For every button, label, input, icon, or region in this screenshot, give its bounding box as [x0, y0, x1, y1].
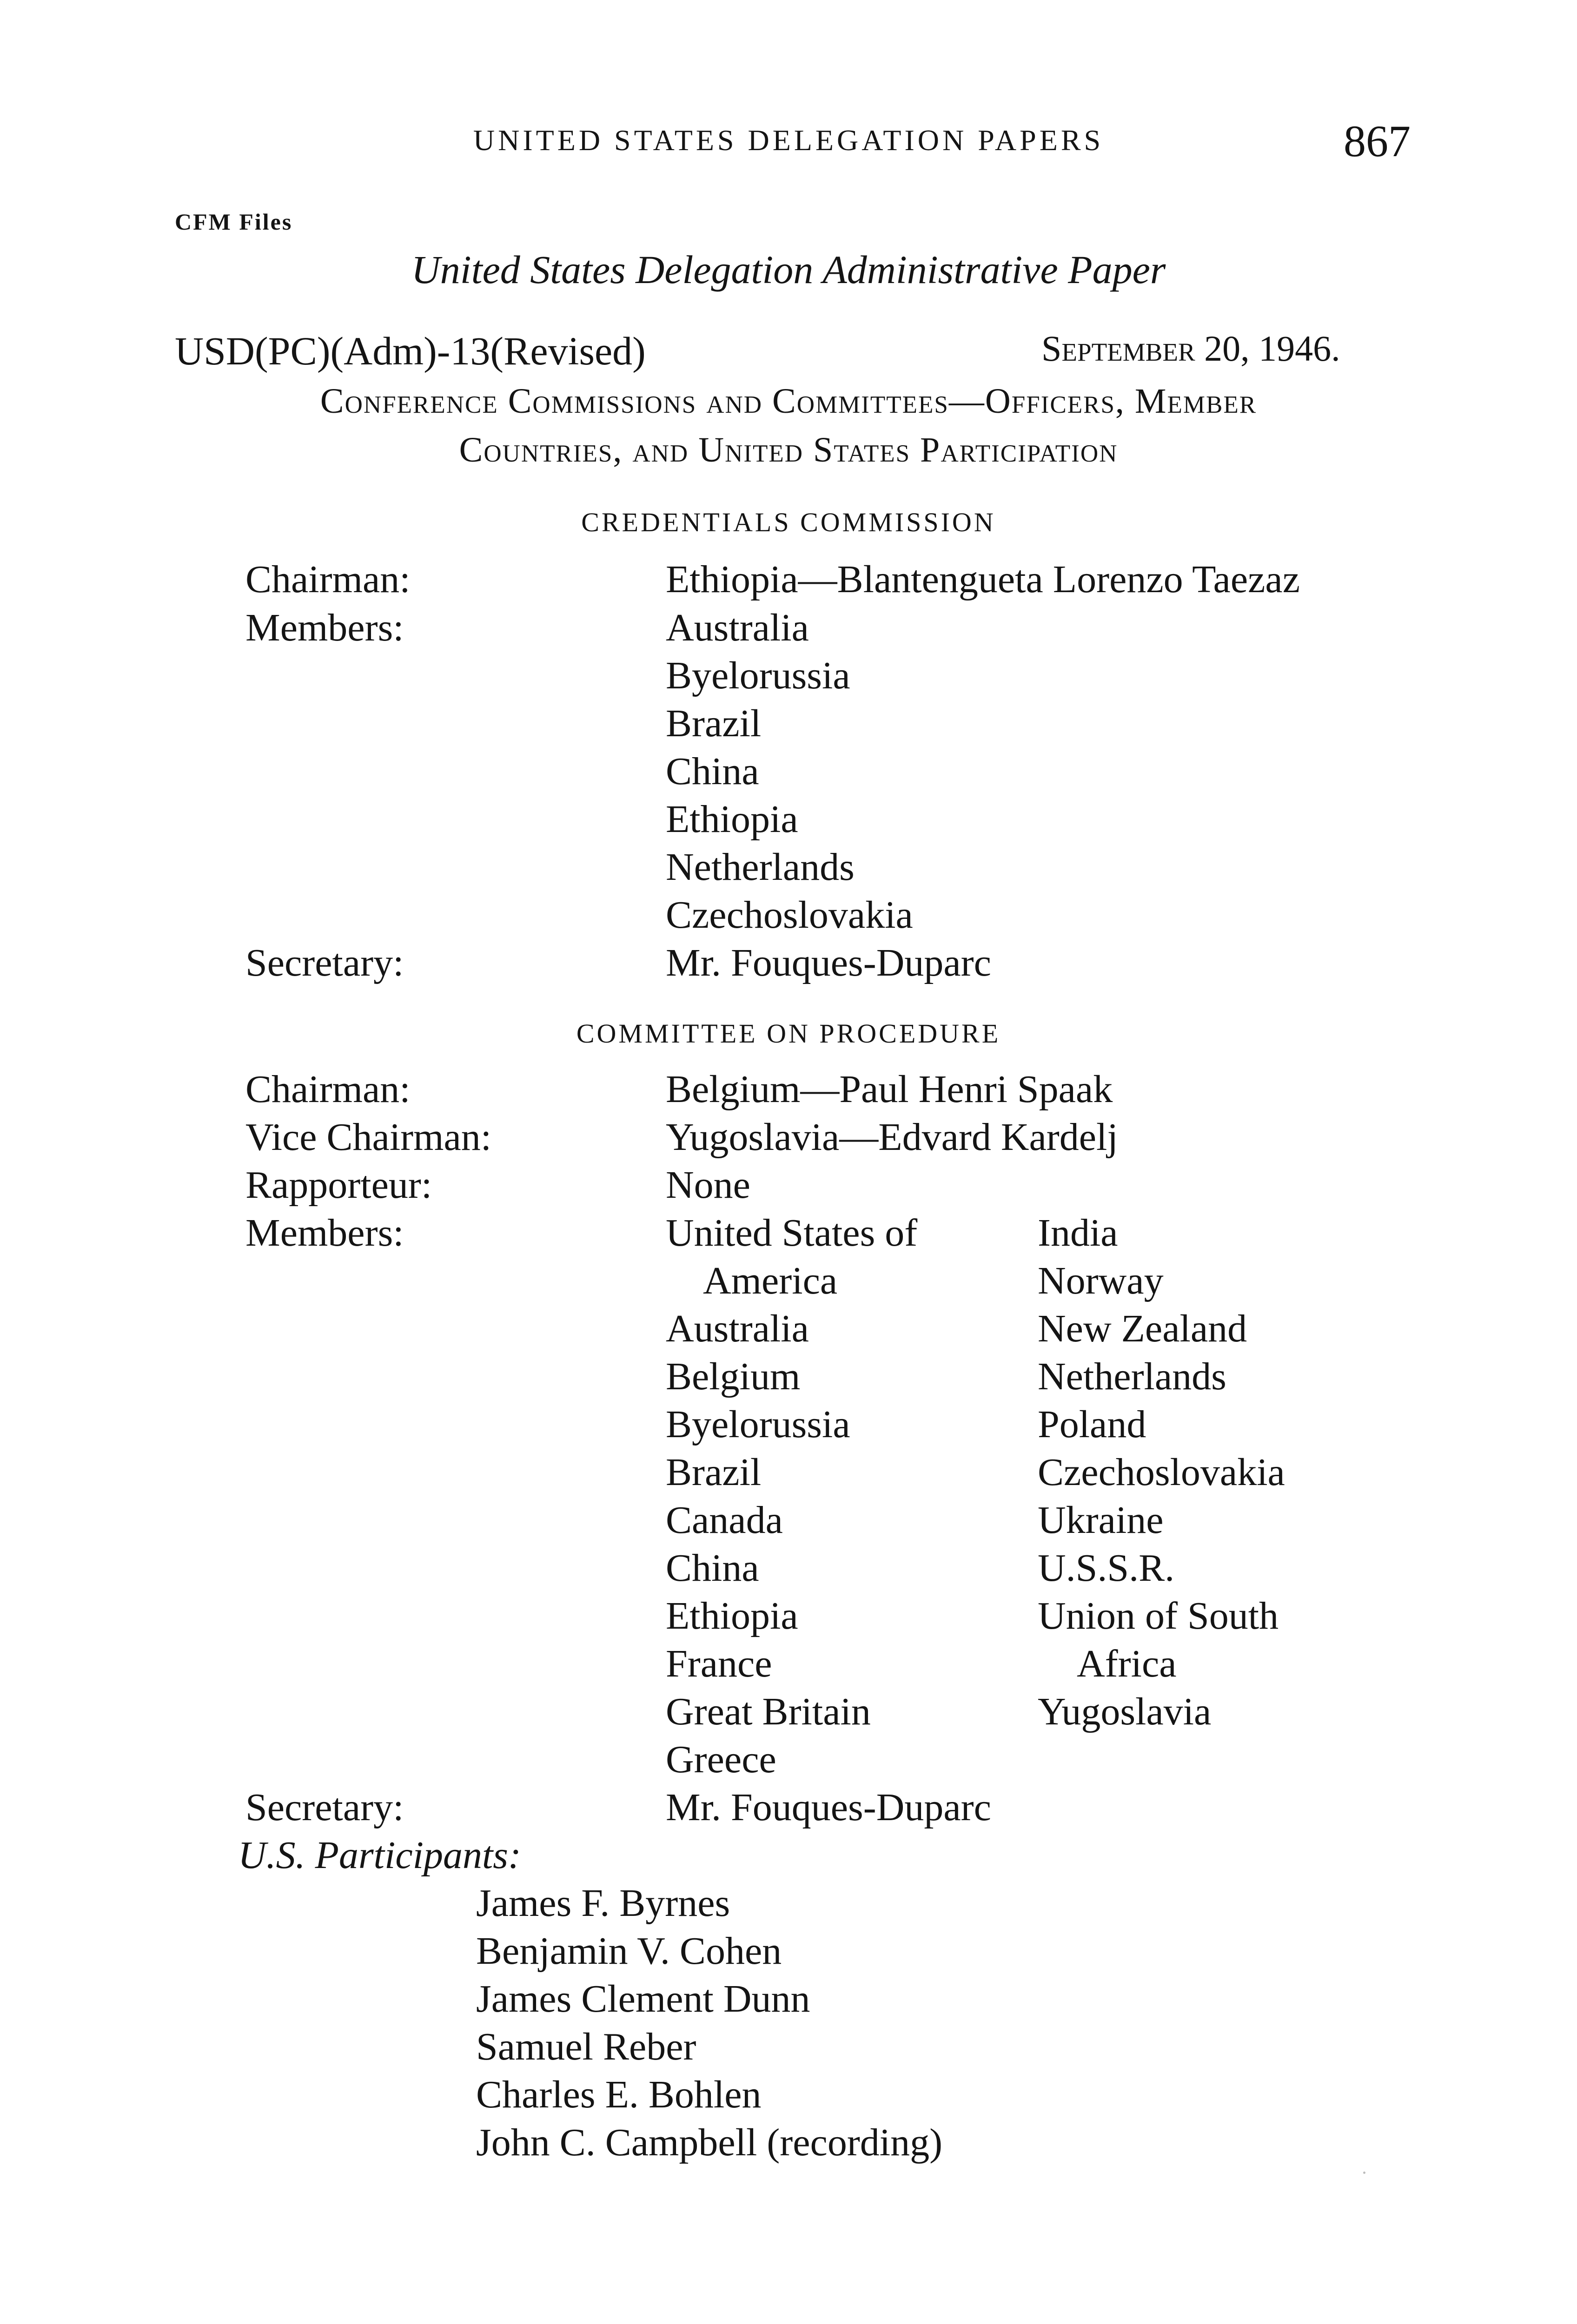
- member-item: Ukraine: [1038, 1499, 1164, 1542]
- members-label: Members:: [245, 1211, 404, 1254]
- member-item: India: [1038, 1211, 1118, 1254]
- member-item: Netherlands: [1038, 1355, 1226, 1398]
- vice-chairman-label: Vice Chairman:: [245, 1116, 492, 1159]
- member-item: America: [703, 1259, 838, 1302]
- source-label: CFM Files: [175, 209, 293, 235]
- participant-item: John C. Campbell (recording): [476, 2121, 943, 2164]
- member-item: Byelorussia: [666, 654, 850, 697]
- member-item: Africa: [1077, 1642, 1177, 1685]
- rapporteur-label: Rapporteur:: [245, 1163, 432, 1207]
- us-participants-label: U.S. Participants:: [238, 1834, 521, 1877]
- member-item: China: [666, 1546, 759, 1590]
- member-item: Belgium: [666, 1355, 801, 1398]
- document-heading-line-2: Countries, and United States Participation: [459, 430, 1118, 469]
- secretary-value: Mr. Fouques-Duparc: [666, 1786, 991, 1829]
- members-label: Members:: [245, 606, 404, 649]
- document-heading-line-1: Conference Commissions and Committees—Officers, Member: [320, 382, 1257, 421]
- member-item: Australia: [666, 1307, 809, 1350]
- member-item: Czechoslovakia: [1038, 1451, 1285, 1494]
- rapporteur-value: None: [666, 1163, 750, 1207]
- member-item: France: [666, 1642, 772, 1685]
- member-item: Netherlands: [666, 845, 855, 889]
- member-item: Union of South: [1038, 1594, 1279, 1637]
- participant-item: James F. Byrnes: [476, 1882, 730, 1925]
- scan-speck: [1363, 2172, 1365, 2174]
- page-number: 867: [1344, 116, 1411, 166]
- chairman-label: Chairman:: [245, 558, 411, 601]
- member-item: United States of: [666, 1211, 918, 1254]
- member-item: Canada: [666, 1499, 783, 1542]
- document-number: USD(PC)(Adm)-13(Revised): [175, 329, 646, 373]
- running-head: UNITED STATES DELEGATION PAPERS: [473, 124, 1104, 157]
- member-item: New Zealand: [1038, 1307, 1247, 1350]
- secretary-label: Secretary:: [245, 941, 404, 984]
- credentials-commission-heading: CREDENTIALS COMMISSION: [581, 507, 996, 537]
- participant-item: Benjamin V. Cohen: [476, 1929, 782, 1973]
- member-item: Ethiopia: [666, 1594, 798, 1637]
- member-item: Yugoslavia: [1038, 1690, 1212, 1733]
- member-item: China: [666, 750, 759, 793]
- secretary-value: Mr. Fouques-Duparc: [666, 941, 991, 984]
- member-item: Australia: [666, 606, 809, 649]
- member-item: Poland: [1038, 1403, 1146, 1446]
- member-item: Greece: [666, 1738, 776, 1781]
- member-item: Czechoslovakia: [666, 893, 913, 937]
- chairman-label: Chairman:: [245, 1068, 411, 1111]
- document-date: September 20, 1946.: [1041, 328, 1340, 369]
- participant-item: Charles E. Bohlen: [476, 2073, 762, 2116]
- document-title: United States Delegation Administrative Paper: [411, 247, 1166, 292]
- committee-on-procedure-heading: COMMITTEE ON PROCEDURE: [576, 1018, 1001, 1049]
- member-item: Brazil: [666, 1451, 762, 1494]
- vice-chairman-value: Yugoslavia—Edvard Kardelj: [666, 1116, 1118, 1159]
- member-item: Ethiopia: [666, 798, 798, 841]
- member-item: Great Britain: [666, 1690, 871, 1733]
- participant-item: Samuel Reber: [476, 2025, 696, 2068]
- chairman-value: Belgium—Paul Henri Spaak: [666, 1068, 1113, 1111]
- chairman-value: Ethiopia—Blantengueta Lorenzo Taezaz: [666, 558, 1300, 601]
- secretary-label: Secretary:: [245, 1786, 404, 1829]
- member-item: U.S.S.R.: [1038, 1546, 1175, 1590]
- member-item: Byelorussia: [666, 1403, 850, 1446]
- member-item: Norway: [1038, 1259, 1164, 1302]
- participant-item: James Clement Dunn: [476, 1977, 810, 2020]
- member-item: Brazil: [666, 702, 762, 745]
